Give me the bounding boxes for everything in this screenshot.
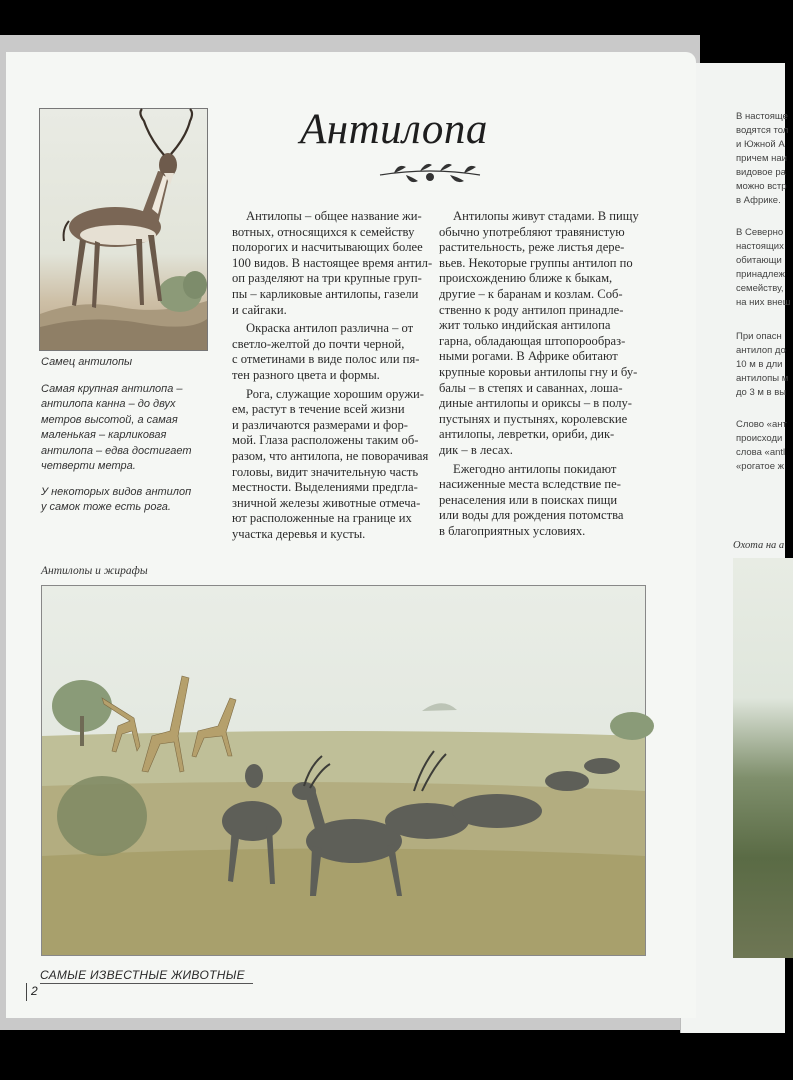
next-page-text-line: антилопы м xyxy=(736,373,789,384)
side-note-line: маленькая – карликовая xyxy=(41,429,167,442)
paragraph-line: антилопы, левретки, ориби, дик- xyxy=(439,427,615,442)
next-page-text-line: принадлеж xyxy=(736,269,785,280)
next-page-text-line: в Африке. xyxy=(736,195,781,206)
next-page-text-line: антилоп до xyxy=(736,345,786,356)
paragraph-line: и сайгаки. xyxy=(232,302,287,317)
paragraph-line: местности. Выделениями предгла- xyxy=(232,480,418,495)
side-note-line: антилопа канна – до двух xyxy=(41,398,176,411)
next-page-illustration xyxy=(733,558,793,958)
next-page-text-line: до 3 м в вы xyxy=(736,387,787,398)
next-page-text-line: происходи xyxy=(736,433,783,444)
side-note-horns xyxy=(41,485,207,516)
text-column-2 xyxy=(439,209,639,539)
next-page-text-line: При опасн xyxy=(736,331,782,342)
paragraph-line: крупные коровьи антилопы гну и бу- xyxy=(439,364,638,379)
paragraph-line: или воды для рождения потомства xyxy=(439,508,624,523)
next-page-text-line: 10 м в дли xyxy=(736,359,783,370)
paragraph-line: ственно к роду антилоп принадле- xyxy=(439,302,624,317)
paragraph-line: Окраска антилоп различна – от xyxy=(246,321,414,336)
paragraph-line: оп разделяют на три крупные груп- xyxy=(232,271,422,286)
section-footer-label: САМЫЕ ИЗВЕСТНЫЕ ЖИВОТНЫЕ xyxy=(40,968,253,984)
side-note-line: Самая крупная антилопа – xyxy=(41,383,183,395)
scene-caption: Антилопы и жирафы xyxy=(41,565,148,577)
next-page-text-line: причем наи xyxy=(736,153,787,164)
paragraph-line: 100 видов. В настоящее время антил- xyxy=(232,255,433,270)
paragraph-line: Ежегодно антилопы покидают xyxy=(453,461,617,476)
next-page-text-line: обитающи xyxy=(736,255,782,266)
antelopes-giraffes-illustration xyxy=(41,585,646,956)
paragraph-line: светло-желтой до почти черной, xyxy=(232,336,405,351)
next-page-text-line: В Северно xyxy=(736,227,784,238)
paragraph-line: диные антилопы и ориксы – в полу- xyxy=(439,396,633,411)
page-number: 2 xyxy=(31,984,38,998)
paragraph-line: головы, видит значительную часть xyxy=(232,464,419,479)
paragraph-line: происхождению ближе к быкам, xyxy=(439,271,613,286)
next-page-text-line: и Южной А xyxy=(736,139,785,150)
paragraph-line: жит только индийская антилопа xyxy=(439,318,611,333)
paragraph-line: с отметинами в виде полос или пя- xyxy=(232,352,420,367)
male-antelope-caption: Самец антилопы xyxy=(41,356,133,368)
side-note-line: У некоторых видов антилоп xyxy=(41,486,192,498)
side-note-line: четверти метра. xyxy=(41,460,136,473)
next-page-text-line: водятся тол xyxy=(736,125,789,136)
footer-rule xyxy=(26,983,27,1001)
paragraph-line: мой. Глаза расположены таким об- xyxy=(232,433,419,448)
next-page-text-line: видовое ра xyxy=(736,167,786,178)
paragraph-line: участка деревья и кусты. xyxy=(232,526,366,541)
paragraph-line: разом, что антилопа, не поворачивая xyxy=(232,448,429,463)
paragraph-line: ренаселения или в поисках пищи xyxy=(439,492,618,507)
side-note-line: у самок тоже есть рога. xyxy=(41,501,171,514)
next-page-text-line: можно встр xyxy=(736,181,787,192)
next-page-caption: Охота на а xyxy=(733,540,785,551)
paragraph-line: пустынях и пустынях, королевские xyxy=(439,411,628,426)
paragraph-line: дик – в лесах. xyxy=(439,442,513,457)
paragraph-line: Антилопы – общее название жи- xyxy=(246,209,422,223)
paragraph-line: в благоприятных условиях. xyxy=(439,523,586,538)
article-title: Антилопа xyxy=(300,106,488,153)
paragraph-line: другие – к баранам и козлам. Соб- xyxy=(439,286,623,301)
paragraph-line: ем, растут в течение всей жизни xyxy=(232,402,405,417)
text-column-1 xyxy=(232,209,433,542)
side-note-line: метров высотой, а самая xyxy=(41,413,178,426)
paragraph-line: и различаются размерами и фор- xyxy=(232,417,408,432)
next-page-text-line: Слово «ант xyxy=(736,419,787,430)
next-page-text-line: слова «antl xyxy=(736,447,786,458)
paragraph-line: Рога, служащие хорошим оружи- xyxy=(246,386,424,401)
paragraph-line: гарна, обладающая штопорообраз- xyxy=(439,333,626,348)
leaf-ornament-icon xyxy=(376,157,484,189)
paragraph-line: тен разного цвета и формы. xyxy=(232,367,380,382)
paragraph-line: зничной железы животные отмеча- xyxy=(232,495,421,510)
paragraph-line: обычно употребляют травянистую xyxy=(439,224,625,239)
paragraph-line: ными рогами. В Африке обитают xyxy=(439,349,618,364)
paragraph-line: насиженные места вследствие пе- xyxy=(439,477,621,492)
paragraph-line: растительность, реже листья дере- xyxy=(439,240,625,255)
side-note-size xyxy=(41,382,207,474)
paragraph-line: полорогих и насчитывающих более xyxy=(232,240,423,255)
next-page-text-line: настоящих xyxy=(736,241,784,252)
paragraph-line: ют расположенные на границе их xyxy=(232,511,412,526)
paragraph-line: пы – карликовые антилопы, газели xyxy=(232,286,419,301)
paragraph-line: Антилопы живут стадами. В пищу xyxy=(453,209,639,223)
next-page-text-line: «рогатое ж xyxy=(736,461,784,472)
paragraph-line: вьев. Некоторые группы антилоп по xyxy=(439,255,633,270)
paragraph-line: вотных, относящихся к семейству xyxy=(232,224,415,239)
antelope-illustration xyxy=(39,108,208,351)
side-note-line: антилопа – едва достигает xyxy=(41,444,192,457)
paragraph-line: балы – в степях и саваннах, лоша- xyxy=(439,380,623,395)
next-page-text-line: семейству, xyxy=(736,283,784,294)
next-page-text-line: В настояще xyxy=(736,111,788,122)
next-page-text-line: на них внеш xyxy=(736,297,791,308)
